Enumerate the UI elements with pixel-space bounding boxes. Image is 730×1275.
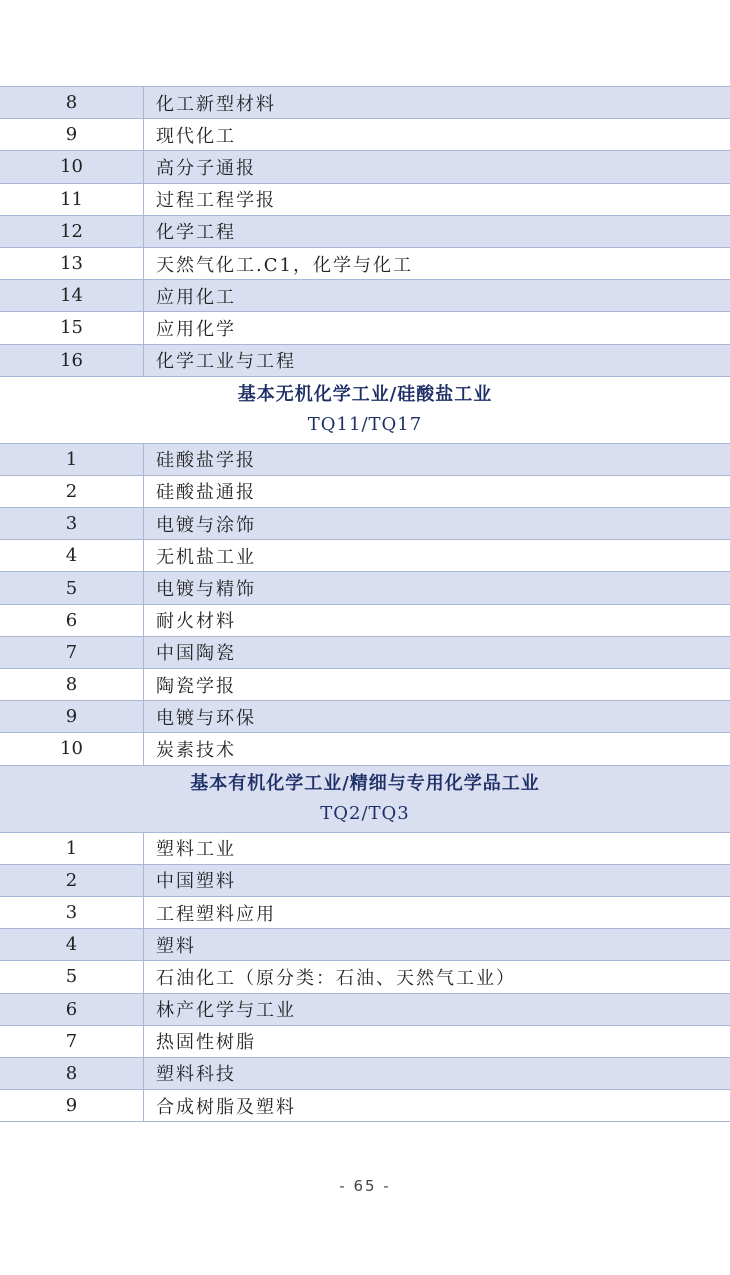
table-row xyxy=(0,961,730,993)
table-row xyxy=(0,1090,730,1122)
journal-name: 塑料工业 xyxy=(156,839,236,861)
row-number: 1 xyxy=(0,444,144,475)
section-code: TQ2/TQ3 xyxy=(320,802,410,824)
row-number: 5 xyxy=(0,961,144,992)
row-number: 13 xyxy=(0,248,144,279)
journal-name: 电镀与环保 xyxy=(156,707,256,729)
table-row xyxy=(0,1026,730,1058)
table-row xyxy=(0,87,730,119)
row-number: 9 xyxy=(0,119,144,150)
row-number: 5 xyxy=(0,572,144,603)
row-number: 9 xyxy=(0,1090,144,1121)
row-number: 7 xyxy=(0,1026,144,1057)
row-number: 6 xyxy=(0,605,144,636)
row-number: 4 xyxy=(0,929,144,960)
row-number: 7 xyxy=(0,637,144,668)
row-number: 3 xyxy=(0,897,144,928)
row-number: 4 xyxy=(0,540,144,571)
table-row xyxy=(0,637,730,669)
row-number: 15 xyxy=(0,312,144,343)
journal-name: 中国塑料 xyxy=(156,871,236,893)
table-row xyxy=(0,312,730,344)
table-row xyxy=(0,572,730,604)
journal-name: 林产化学与工业 xyxy=(156,1000,296,1022)
table-row xyxy=(0,994,730,1026)
row-number: 9 xyxy=(0,701,144,732)
journal-name: 合成树脂及塑料 xyxy=(156,1096,296,1118)
section-title: 基本无机化学工业/硅酸盐工业 xyxy=(237,383,493,405)
journal-name: 中国陶瓷 xyxy=(156,643,236,665)
row-number: 3 xyxy=(0,508,144,539)
journal-name: 工程塑料应用 xyxy=(156,903,276,925)
row-number: 16 xyxy=(0,345,144,376)
journal-name: 硅酸盐通报 xyxy=(156,482,256,504)
row-number: 2 xyxy=(0,865,144,896)
section-header xyxy=(0,766,730,833)
row-number: 10 xyxy=(0,733,144,764)
journal-name: 电镀与精饰 xyxy=(156,579,256,601)
table-row xyxy=(0,248,730,280)
row-number: 8 xyxy=(0,87,144,118)
table-row xyxy=(0,444,730,476)
journal-name: 化学工程 xyxy=(156,222,236,244)
row-number: 8 xyxy=(0,669,144,700)
journal-name: 化工新型材料 xyxy=(156,93,276,115)
table-row xyxy=(0,733,730,765)
journal-name: 陶瓷学报 xyxy=(156,675,236,697)
table-row xyxy=(0,865,730,897)
table-row xyxy=(0,508,730,540)
row-number: 2 xyxy=(0,476,144,507)
table-row xyxy=(0,669,730,701)
row-number: 8 xyxy=(0,1058,144,1089)
table-row xyxy=(0,929,730,961)
table-row xyxy=(0,897,730,929)
row-number: 12 xyxy=(0,216,144,247)
journal-name: 过程工程学报 xyxy=(156,190,276,212)
table-row xyxy=(0,701,730,733)
table-row xyxy=(0,345,730,377)
section-header xyxy=(0,377,730,444)
row-number: 11 xyxy=(0,184,144,215)
journal-name: 无机盐工业 xyxy=(156,546,256,568)
journal-name: 塑料科技 xyxy=(156,1064,236,1086)
journal-name: 硅酸盐学报 xyxy=(156,450,256,472)
table-row xyxy=(0,540,730,572)
row-number: 6 xyxy=(0,994,144,1025)
section-title: 基本有机化学工业/精细与专用化学品工业 xyxy=(190,772,540,794)
journal-name: 电镀与涂饰 xyxy=(156,514,256,536)
journal-table xyxy=(0,86,730,1122)
journal-name: 现代化工 xyxy=(156,125,236,147)
table-row xyxy=(0,119,730,151)
journal-name: 应用化工 xyxy=(156,286,236,308)
journal-name: 应用化学 xyxy=(156,318,236,340)
table-row xyxy=(0,151,730,183)
row-number: 10 xyxy=(0,151,144,182)
journal-name: 天然气化工.C1，化学与化工 xyxy=(156,254,413,276)
row-number: 1 xyxy=(0,833,144,864)
journal-name: 热固性树脂 xyxy=(156,1032,256,1054)
section-code: TQ11/TQ17 xyxy=(307,413,423,435)
journal-name: 化学工业与工程 xyxy=(156,351,296,373)
journal-name: 高分子通报 xyxy=(156,157,256,179)
table-row xyxy=(0,216,730,248)
journal-name: 耐火材料 xyxy=(156,611,236,633)
page-number: - 65 - xyxy=(339,1177,391,1195)
journal-name: 石油化工（原分类：石油、天然气工业） xyxy=(156,967,516,989)
table-row xyxy=(0,1058,730,1090)
row-number: 14 xyxy=(0,280,144,311)
table-row xyxy=(0,280,730,312)
table-row xyxy=(0,833,730,865)
journal-name: 塑料 xyxy=(156,935,196,957)
table-row xyxy=(0,605,730,637)
journal-name: 炭素技术 xyxy=(156,739,236,761)
table-row xyxy=(0,184,730,216)
table-row xyxy=(0,476,730,508)
